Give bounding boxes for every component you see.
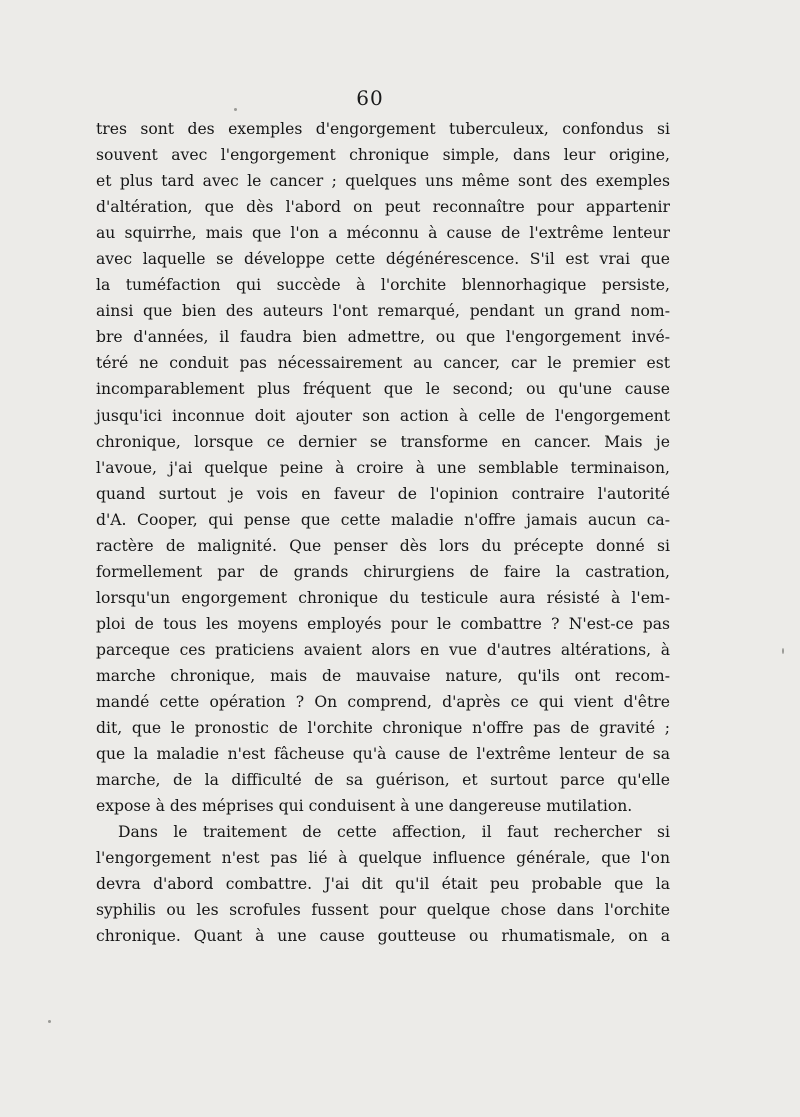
- text-line: ainsi que bien des auteurs l'ont remarqué, pendant un grand nom-: [96, 302, 670, 321]
- text-line: chronique, lorsque ce dernier se transforme en cancer. Mais je: [96, 432, 670, 451]
- paper-speck: [234, 108, 237, 111]
- text-line: parceque ces praticiens avaient alors en vue d'autres altérations, à: [96, 640, 670, 659]
- text-line: syphilis ou les scrofules fussent pour quelque chose dans l'orchite: [96, 901, 670, 920]
- text-line: incomparablement plus fréquent que le second; ou qu'une cause: [96, 380, 670, 399]
- text-line: avec laquelle se développe cette dégénérescence. S'il est vrai que: [96, 250, 670, 269]
- text-line: expose à des méprises qui conduisent à une dangereuse mutilation.: [96, 797, 633, 816]
- text-line: formellement par de grands chirurgiens de faire la castration,: [96, 562, 670, 581]
- page-number: 60: [356, 86, 384, 110]
- text-line: quand surtout je vois en faveur de l'opinion contraire l'autorité: [96, 484, 670, 503]
- paper-speck: [48, 1020, 51, 1023]
- text-line: marche chronique, mais de mauvaise nature, qu'ils ont recom-: [96, 666, 670, 685]
- text-line: marche, de la difficulté de sa guérison, et surtout parce qu'elle: [96, 771, 670, 790]
- body-text: [96, 116, 670, 950]
- text-line: la tuméfaction qui succède à l'orchite blennorhagique persiste,: [96, 276, 670, 295]
- text-line: ploi de tous les moyens employés pour le combattre ? N'est-ce pas: [96, 614, 670, 633]
- text-line: au squirrhe, mais que l'on a méconnu à cause de l'extrême lenteur: [96, 224, 670, 243]
- text-line: dit, que le pronostic de l'orchite chronique n'offre pas de gravité ;: [96, 719, 670, 738]
- text-line: devra d'abord combattre. J'ai dit qu'il était peu probable que la: [96, 875, 670, 894]
- text-line: mandé cette opération ? On comprend, d'après ce qui vient d'être: [96, 693, 670, 712]
- text-line: téré ne conduit pas nécessairement au cancer, car le premier est: [96, 354, 670, 373]
- paper-speck: [782, 648, 784, 654]
- text-line: tres sont des exemples d'engorgement tuberculeux, confondus si: [96, 120, 670, 138]
- paragraph-start-line: Dans le traitement de cette affection, il faut rechercher si: [118, 823, 670, 842]
- text-line: lorsqu'un engorgement chronique du testicule aura résisté à l'em-: [96, 588, 670, 607]
- text-line: l'engorgement n'est pas lié à quelque influence générale, que l'on: [96, 849, 670, 868]
- text-line: ractère de malignité. Que penser dès lors du précepte donné si: [96, 536, 670, 555]
- text-line: jusqu'ici inconnue doit ajouter son action à celle de l'engorgement: [96, 406, 670, 425]
- text-line: que la maladie n'est fâcheuse qu'à cause de l'extrême lenteur de sa: [96, 745, 670, 764]
- text-line: d'altération, que dès l'abord on peut reconnaître pour appartenir: [96, 198, 670, 217]
- text-line: souvent avec l'engorgement chronique simple, dans leur origine,: [96, 146, 670, 165]
- text-line: d'A. Cooper, qui pense que cette maladie n'offre jamais aucun ca-: [96, 510, 670, 529]
- text-line: chronique. Quant à une cause goutteuse ou rhumatismale, on a: [96, 927, 670, 946]
- text-line: l'avoue, j'ai quelque peine à croire à une semblable terminaison,: [96, 458, 670, 477]
- text-line: bre d'années, il faudra bien admettre, ou que l'engorgement invé-: [96, 328, 670, 347]
- text-line: et plus tard avec le cancer ; quelques uns même sont des exemples: [96, 172, 670, 191]
